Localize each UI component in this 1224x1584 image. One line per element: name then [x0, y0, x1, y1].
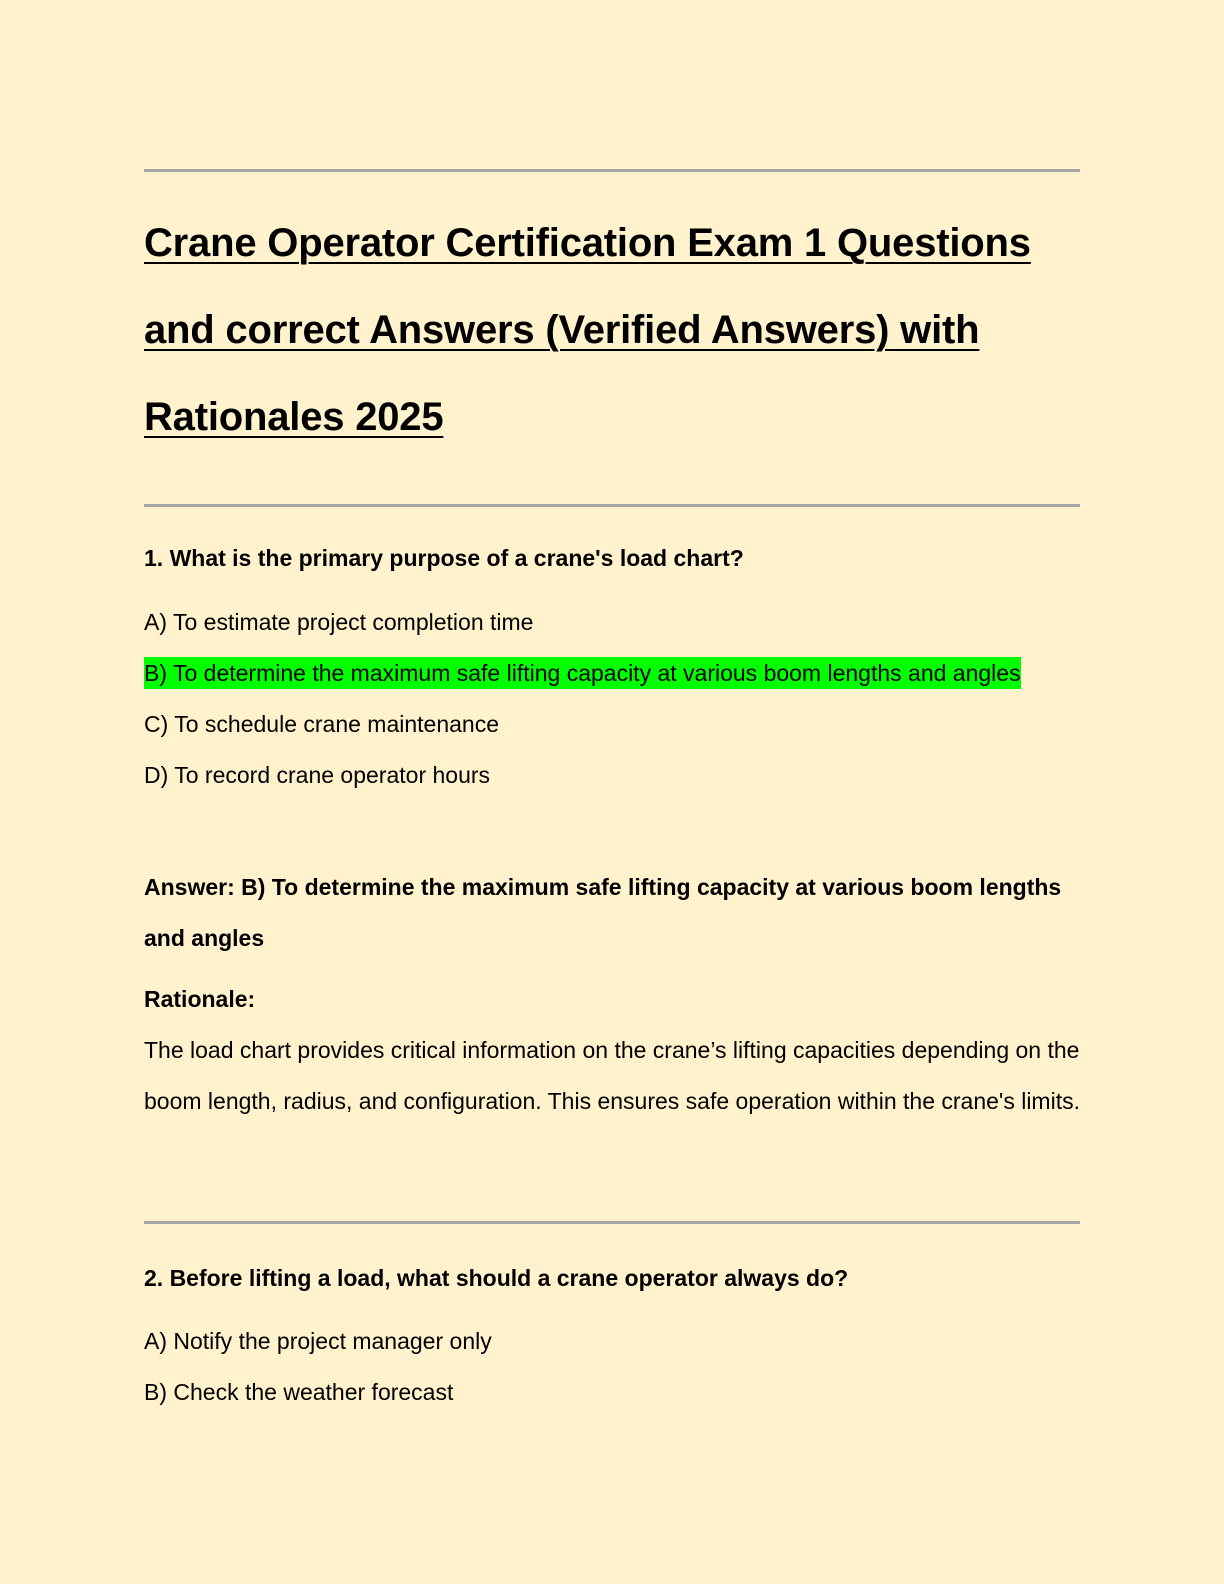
question-1	[144, 543, 1080, 574]
rationale-block	[144, 974, 1080, 1127]
option-b-highlighted	[144, 648, 1080, 699]
answer-text: Answer: B) To determine the maximum safe lifting capacity at various boom lengths and angles	[144, 874, 1062, 951]
rationale-text: The load chart provides critical information on the crane’s lifting capacities depending on the boom length, radius, and configuration. This ensures safe operation within the crane's limits.	[144, 1037, 1080, 1114]
question-1-options	[144, 597, 1080, 801]
option-d: D) To record crane operator hours	[144, 762, 491, 788]
option-a: A) Notify the project manager only	[144, 1328, 492, 1354]
document-title: Crane Operator Certification Exam 1 Questions and correct Answers (Verified Answers) with Rationales 2025	[144, 221, 1031, 439]
option-b: B) Check the weather forecast	[144, 1379, 454, 1405]
question-text: 2. Before lifting a load, what should a crane operator always do?	[144, 1265, 849, 1291]
horizontal-rule	[144, 1221, 1080, 1224]
question-2-options	[144, 1316, 1080, 1418]
horizontal-rule	[144, 169, 1080, 172]
horizontal-rule	[144, 504, 1080, 507]
highlighted-answer: B) To determine the maximum safe lifting capacity at various boom lengths and angles	[144, 657, 1021, 689]
option-a: A) To estimate project completion time	[144, 609, 534, 635]
question-2	[144, 1263, 1080, 1294]
answer-block	[144, 862, 1080, 964]
rationale-label: Rationale:	[144, 986, 256, 1012]
question-text: 1. What is the primary purpose of a crane's load chart?	[144, 545, 744, 571]
option-c: C) To schedule crane maintenance	[144, 711, 500, 737]
